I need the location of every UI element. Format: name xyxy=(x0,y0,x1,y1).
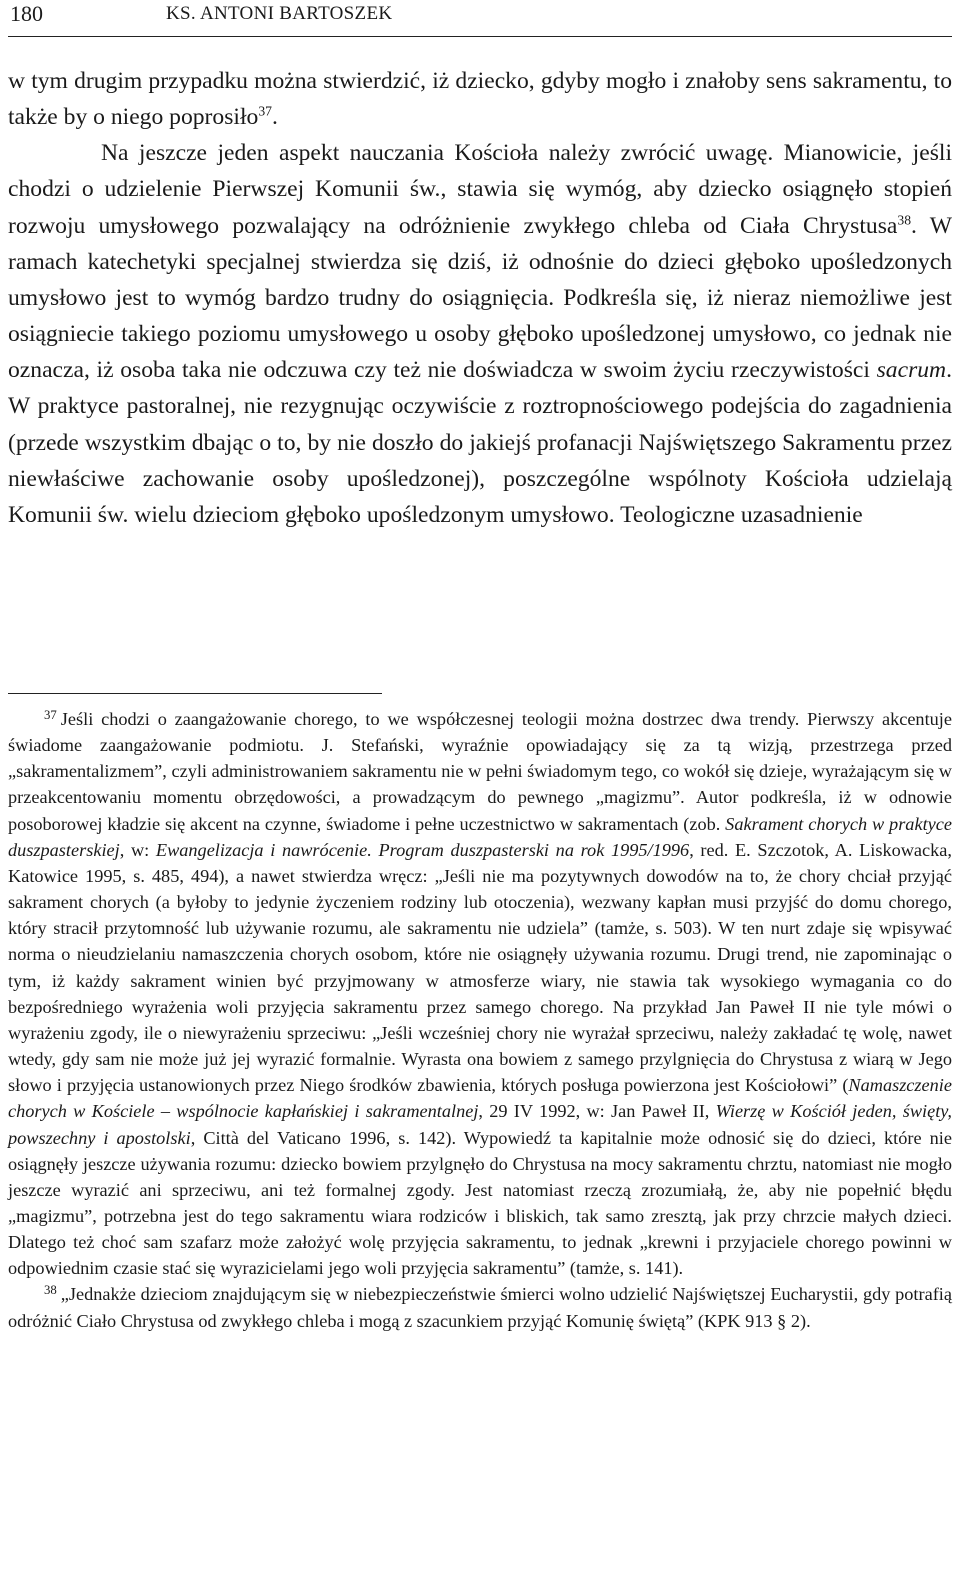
paragraph-1-tail: . xyxy=(271,104,278,131)
footnote-37-text-4: , 29 IV 1992, w: Jan Paweł II, xyxy=(478,1101,716,1122)
footnote-37-italic-2: Ewangelizacja i nawrócenie. Program duszpasterski na rok 1995/1996 xyxy=(155,839,690,860)
paragraph-2-text-b: . W ramach katechetyki specjalnej stwierdza się dziś, iż odnośnie do dzieci głęboko upośledzonych umysłowo jest to wymóg bardzo trudny do osiągnięcia. Podkreśla się, iż nieraz niemożliwe jest osiągniecie takiego poziomu umysłowego u osoby głęboko upośledzonej umysłowo, co jednak nie oznacza, iż osoba taka nie odczuwa czy też nie doświadcza w swoim życiu rzeczywistości xyxy=(8,212,952,384)
running-head-author: KS. ANTONI BARTOSZEK xyxy=(166,3,393,24)
paragraph-2 xyxy=(8,135,952,533)
footnote-37-italic-4: Wierzę w Kościół jeden, święty, powszechny i apostolski xyxy=(8,1101,952,1148)
footnote-37-text-5: , Città del Vaticano 1996, s. 142). Wypowiedź ta kapitalnie może odnosić się do dzieci, które nie osiągnęły jeszcze używania rozumu: dziecko bowiem przylgnęło do Chrystusa na mocy sakramentu chrztu, natomiast nie mogło jeszcze wyrazić ani sprzeciwu, ani też formalnej zgody. Jest natomiast rzeczą zrozumiałą, że, aby nie popełnić błędu „magizmu”, potrzebna jest do tego sakramentu wiara rodziców i bliskich, tak samo zresztą, jak przy chrzcie małych dzieci. Dlatego też choć sam szafarz może założyć wolę przyjęcia sakramentu, to jednak „krewni i przyjaciele chorego powinni w odpowiednim czasie stać się wyrazicielami jego woli przyjęcia sakramentu” (tamże, s. 141). xyxy=(8,1127,952,1279)
main-text xyxy=(8,63,952,533)
footnote-37-italic-1: Sakrament chorych w praktyce duszpasterskiej xyxy=(8,813,952,860)
paragraph-2-text-c: . W praktyce pastoralnej, nie rezygnując oczywiście z roztropnościowego podejścia do zagadnienia (przede wszystkim dbając o to, by nie doszło do jakiejś profanacji Najświętszego Sakramentu przez niewłaściwe zachowanie osoby upośledzonej), poszczególne wspólnoty Kościoła udzielają Komunii św. wielu dzieciom głęboko upośledzonym umysłowo. Teologiczne uzasadnienie xyxy=(8,357,952,528)
page-number: 180 xyxy=(10,1,43,26)
running-header xyxy=(8,0,952,37)
footnote-37-number: 37 xyxy=(44,707,57,722)
footnote-37-text-2: , w: xyxy=(119,839,156,860)
paragraph-2-text-a: Na jeszcze jeden aspekt nauczania Kościoła należy zwrócić uwagę. Mianowicie, jeśli chodzi o udzielenie Pierwszej Komunii św., stawia się wymóg, aby dziecko osiągnęło stopień rozwoju umysłowego pozwalający na odróżnienie zwykłego chleba od Ciała Chrystusa xyxy=(8,140,952,239)
paragraph-2-italic-sacrum: sacrum xyxy=(876,357,947,384)
footnote-ref-38: 38 xyxy=(897,212,912,228)
paragraph-1-text: w tym drugim przypadku można stwierdzić, iż dziecko, gdyby mogło i znałoby sens sakramentu, to także by o niego poprosiło xyxy=(8,68,952,131)
footnote-38-text: „Jednakże dzieciom znajdującym się w niebezpieczeństwie śmierci wolno udzielić Najświętszej Eucharystii, gdy potrafią odróżnić Ciało Chrystusa od zwykłego chleba i mogą z szacunkiem przyjąć Komunię świętą” (KPK 913 § 2). xyxy=(8,1284,952,1331)
footnote-37 xyxy=(8,706,952,1281)
footnote-38 xyxy=(8,1281,952,1333)
footnotes xyxy=(8,706,952,1334)
footnote-37-italic-3: Namaszczenie chorych w Kościele – wspólnocie kapłańskiej i sakramentalnej xyxy=(8,1075,952,1122)
footnote-separator xyxy=(8,693,382,694)
footnote-37-text-3: , red. E. Szczotok, A. Liskowacka, Katowice 1995, s. 485, 494), a nawet stwierdza wręcz: „Jeśli nie ma pozytywnych dowodów na to, że chory chciał przyjąć sakrament chorych (a byłoby to jedynie życzeniem rodziny lub otoczenia), wezwany kapłan musi przyjść do domu chorego, który stracił przytomność lub używanie rozumu, ale sakramentu nie udziela” (tamże, s. 503). W ten nurt zdaje się wpisywać norma o nieudzielaniu namaszczenia chorych osobom, które nie osiągnęły używania rozumu. Drugi trend, nie zapominając o tym, iż każdy sakrament winien być przyjmowany w atmosferze wiary, nie stawia tak wysokiego wymagania co do bezpośredniego wyrażenia woli przyjęcia sakramentu przez samego chorego. Na przykład Jan Paweł II nie tyle mówi o wyrażeniu zgody, ile o niewyrażeniu sprzeciwu: „Jeśli wcześniej chory nie wyrażał sprzeciwu, należy zakładać tę wolę, nawet wtedy, gdy sam nie może już jej wyrazić formalnie. Wyrasta ona bowiem z samego przylgnięcia do Chrystusa z wiarą w Jego słowo i przyjęcia ustanowionych przez Niego środków zbawienia, których posługa powierzona jest Kościołowi” ( xyxy=(8,839,952,1096)
footnote-38-number: 38 xyxy=(44,1283,57,1298)
paragraph-1 xyxy=(8,63,952,135)
footnote-37-text-1: Jeśli chodzi o zaangażowanie chorego, to we współczesnej teologii można dostrzec dwa trendy. Pierwszy akcentuje świadome zaangażowanie podmiotu. J. Stefański, wyraźnie opowiadający się za tą wizją, przestrzega przed „sakramentalizmem”, czyli administrowaniem sakramentu nie w pełni świadomym tego, co wokół się dzieje, wyrażającym się w przeakcentowaniu momentu obrzędowości, a prowadzącym do pewnego „magizmu”. Autor podkreśla, iż w odnowie posoborowej kładzie się akcent na czynne, świadome i pełne uczestnictwo w sakramentach (zob. xyxy=(8,709,952,834)
footnote-ref-37: 37 xyxy=(258,103,272,119)
